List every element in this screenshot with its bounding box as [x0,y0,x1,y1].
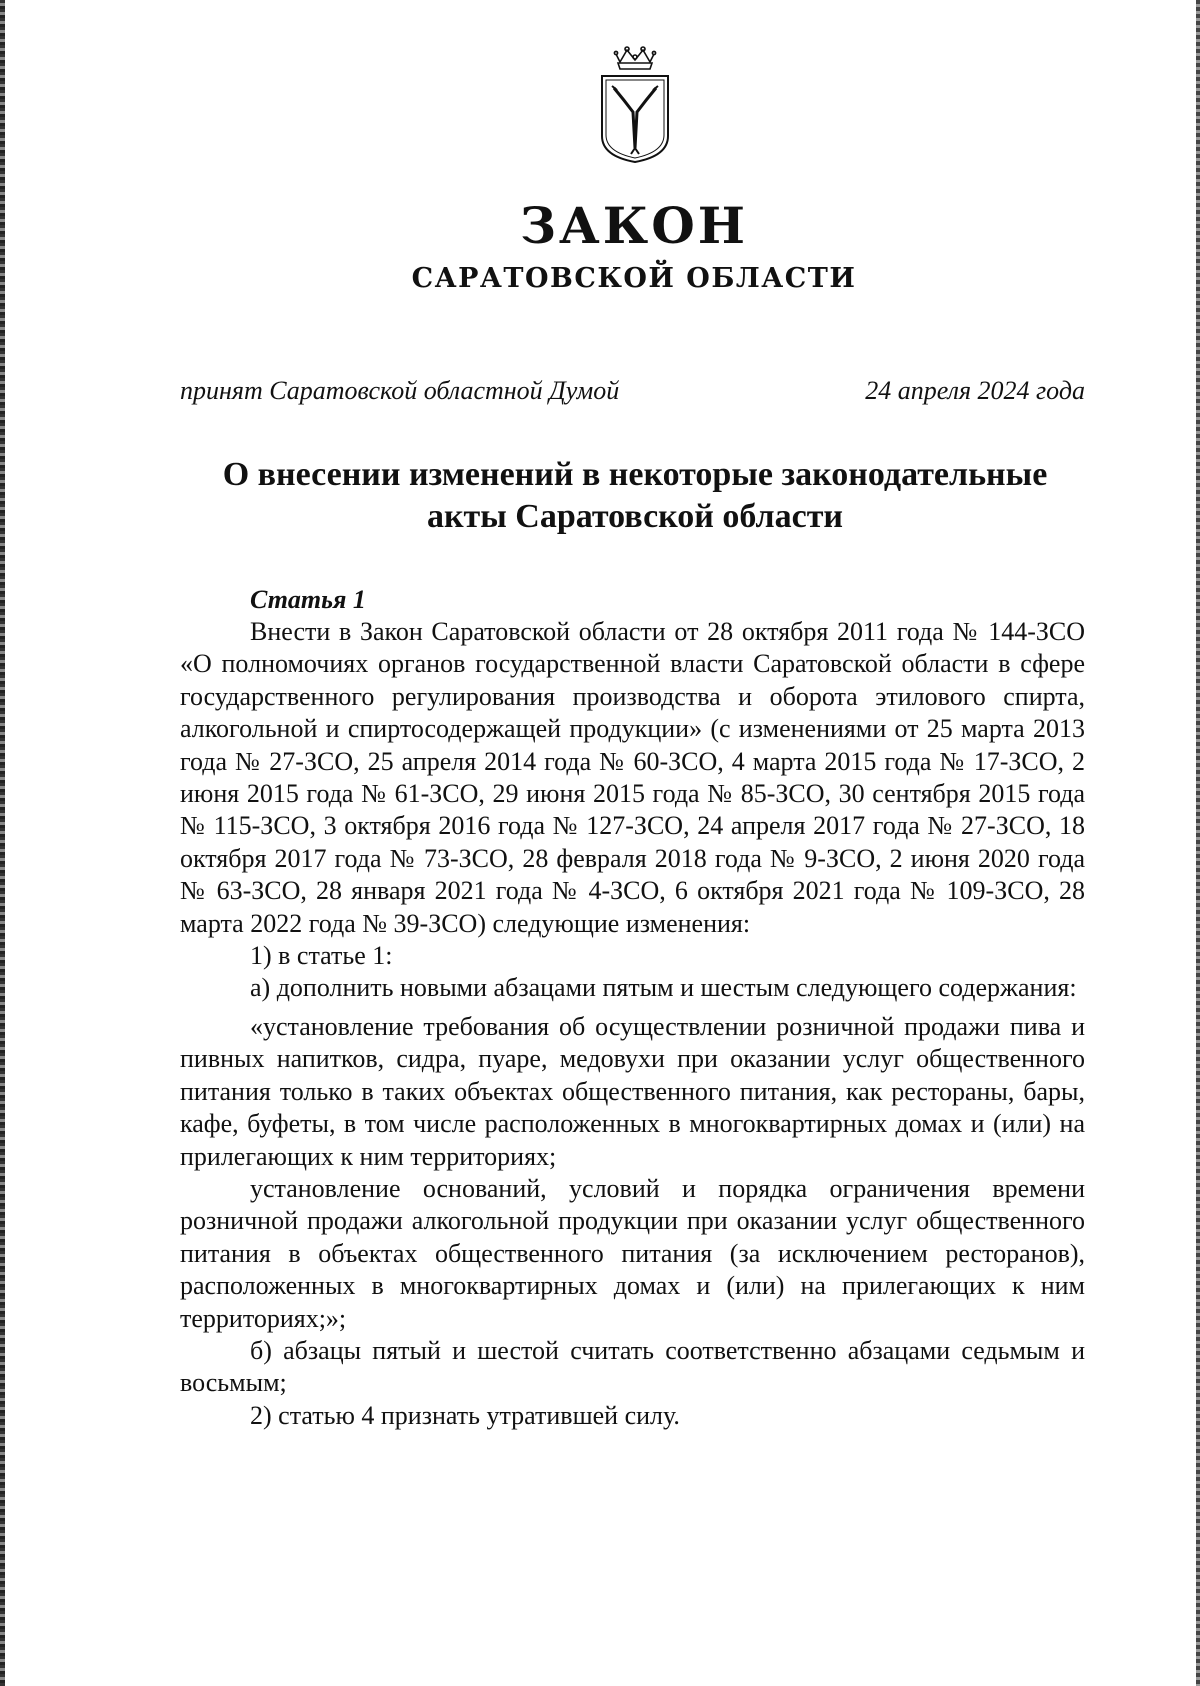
body-paragraph: а) дополнить новыми абзацами пятым и шестым следующего содержания: [250,973,1077,1003]
adopted-by-text: принят Саратовской областной Думой [180,376,620,405]
body-paragraph: установление оснований, условий и порядка ограничения времени розничной продажи алкогольной продукции при оказании услуг общественного питания в объектах общественного питания (за исключением ресторанов), расположенных в многоквартирных домах и (или) на прилегающих к ним территориях;»; [180,1173,1085,1333]
article-title: Статья 1 [250,585,366,614]
body-paragraph: «установление требования об осуществлении розничной продажи пива и пивных напитков, сидра, пуаре, медовухи при оказании услуг общественного питания только в таких объектах общественного питания, как рестораны, бары, кафе, буфеты, в том числе расположенных в многоквартирных домах и (или) на прилегающих к ним территориях; [180,1011,1085,1171]
body-paragraph: б) абзацы пятый и шестой считать соответственно абзацами седьмым и восьмым; [180,1335,1085,1398]
law-subtitle: САРАТОВСКОЙ ОБЛАСТИ [411,263,857,294]
law-title: ЗАКОН [519,196,749,255]
body-paragraph: Внести в Закон Саратовской области от 28 октября 2011 года № 144-ЗСО «О полномочиях органов государственной власти Саратовской области в сфере государственного регулирования производства и оборота этилового спирта, алкогольной и спиртосодержащей продукции» (с изменениями от 25 марта 2013 года № 27-ЗСО, 25 апреля 2014 года № 60-ЗСО, 4 марта 2015 года № 17-ЗСО, 2 июня 2015 года № 61-ЗСО, 29 июня 2015 года № 85-ЗСО, 30 сентября 2015 года № 115-ЗСО, 3 октября 2016 года № 127-ЗСО, 24 апреля 2017 года № 27-ЗСО, 18 октября 2017 года № 73-ЗСО, 28 февраля 2018 года № 9-ЗСО, 2 июня 2020 года № 63-ЗСО, 28 января 2021 года № 4-ЗСО, 6 октября 2021 года № 109-ЗСО, 28 марта 2022 года № 39-ЗСО) следующие изменения: [180,617,1085,938]
document-heading-line: О внесении изменений в некоторые законодательные [222,456,1048,493]
coat-of-arms-icon [598,44,672,168]
document-heading-line: акты Саратовской области [426,498,844,535]
document-heading [150,454,1120,538]
adoption-date: 24 апреля 2024 года [865,376,1085,405]
body-paragraph: 1) в статье 1: [250,941,393,971]
document-body [180,584,1085,1432]
body-paragraph: 2) статью 4 признать утратившей силу. [250,1400,680,1430]
